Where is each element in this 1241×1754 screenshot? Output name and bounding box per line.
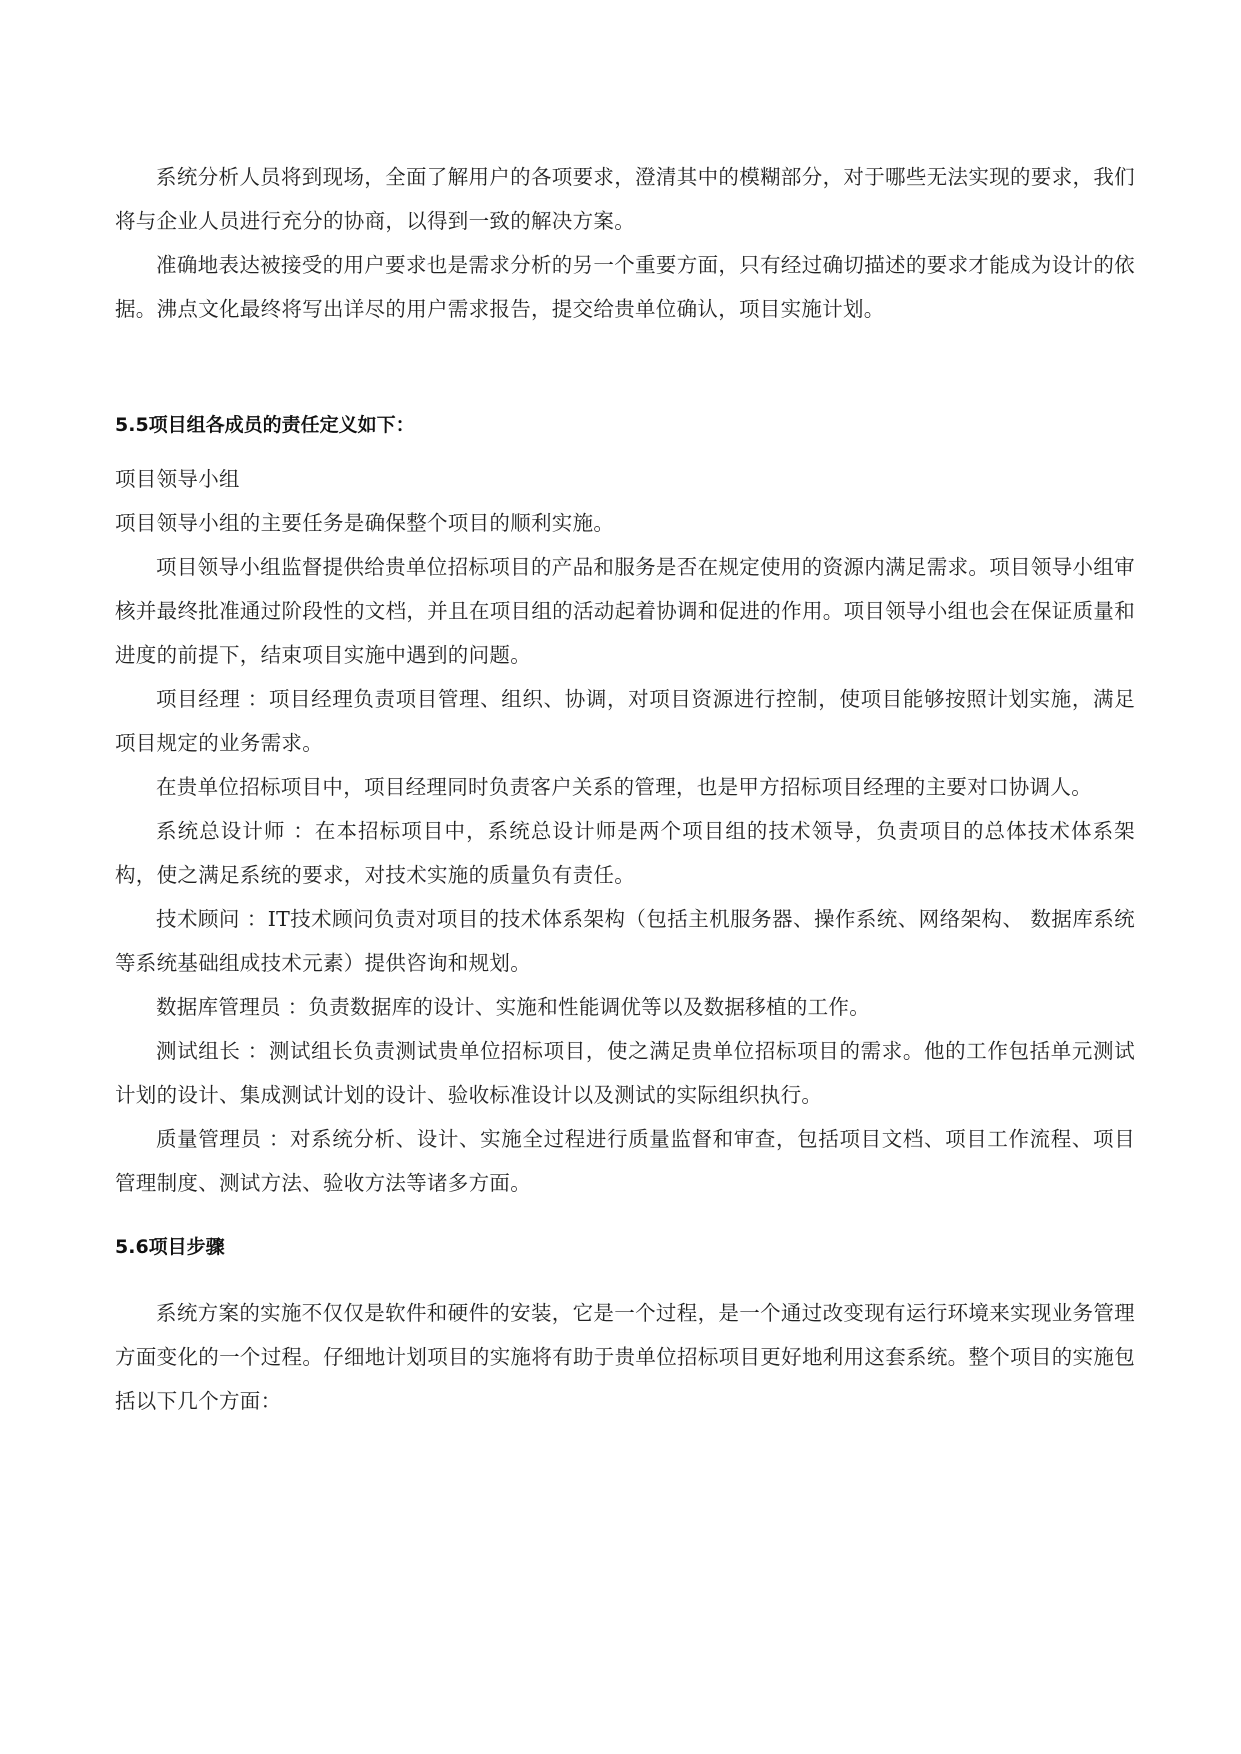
- role-dba: 数据库管理员 ：负责数据库的设计、实施和性能调优等以及数据移植的工作。: [156, 995, 871, 1019]
- spacer: [115, 1269, 1135, 1291]
- section-5-6-paragraph: 系统方案的实施不仅仅是软件和硬件的安装，它是一个过程，是一个通过改变现有运行环境来实现业务管理方面变化的一个过程。仔细地计划项目的实施将有助于贵单位招标项目更好地利用这套系统。整个项目的实施包括以下几个方面：: [115, 1301, 1135, 1413]
- document-body: [115, 155, 1135, 1423]
- role-tech-advisor: 技术顾问 ：IT技术顾问负责对项目的技术体系架构（包括主机服务器、操作系统、网络架构、 数据库系统等系统基础组成技术元素）提供咨询和规划。: [115, 907, 1135, 975]
- spacer: [115, 331, 1135, 403]
- role-quality-manager: 质量管理员 ：对系统分析、设计、实施全过程进行质量监督和审查，包括项目文档、项目工作流程、项目管理制度、测试方法、验收方法等诸多方面。: [115, 1127, 1135, 1195]
- leadership-group-title: 项目领导小组: [115, 467, 240, 491]
- section-5-5-heading: 5.5项目组各成员的责任定义如下：: [115, 414, 415, 436]
- role-test-lead: 测试组长 ：测试组长负责测试贵单位招标项目，使之满足贵单位招标项目的需求。他的工作包括单元测试计划的设计、集成测试计划的设计、验收标准设计以及测试的实际组织执行。: [115, 1039, 1135, 1107]
- intro-paragraph-2: 准确地表达被接受的用户要求也是需求分析的另一个重要方面，只有经过确切描述的要求才能成为设计的依据。沸点文化最终将写出详尽的用户需求报告，提交给贵单位确认，项目实施计划。: [115, 253, 1135, 321]
- section-5-6-heading: 5.6项目步骤: [115, 1236, 225, 1258]
- spacer: [115, 447, 1135, 457]
- role-project-manager-extra: 在贵单位招标项目中，项目经理同时负责客户关系的管理，也是甲方招标项目经理的主要对口协调人。: [156, 775, 1092, 799]
- leadership-group-summary: 项目领导小组的主要任务是确保整个项目的顺利实施。: [115, 511, 615, 535]
- leadership-group-detail: 项目领导小组监督提供给贵单位招标项目的产品和服务是否在规定使用的资源内满足需求。项目领导小组审核并最终批准通过阶段性的文档，并且在项目组的活动起着协调和促进的作用。项目领导小组也会在保证质量和进度的前提下，结束项目实施中遇到的问题。: [115, 555, 1135, 667]
- role-chief-designer: 系统总设计师 ：在本招标项目中，系统总设计师是两个项目组的技术领导，负责项目的总体技术体系架构，使之满足系统的要求，对技术实施的质量负有责任。: [115, 819, 1135, 887]
- spacer: [115, 1205, 1135, 1225]
- role-project-manager: 项目经理 ：项目经理负责项目管理、组织、协调，对项目资源进行控制，使项目能够按照计划实施，满足项目规定的业务需求。: [115, 687, 1135, 755]
- intro-paragraph-1: 系统分析人员将到现场，全面了解用户的各项要求，澄清其中的模糊部分，对于哪些无法实现的要求，我们将与企业人员进行充分的协商，以得到一致的解决方案。: [115, 165, 1135, 233]
